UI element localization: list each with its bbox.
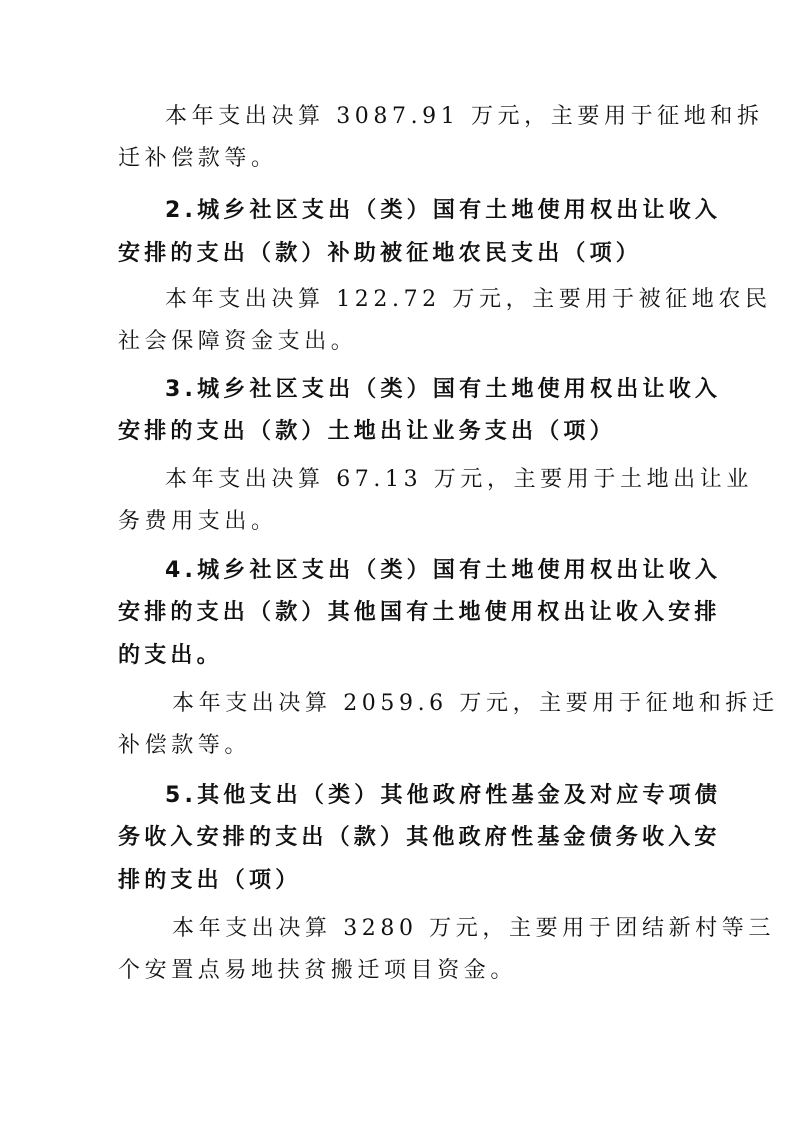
paragraph-2-line-0: 本年支出决算 122.72 万元，主要用于被征地农民	[165, 287, 772, 312]
paragraph-4-line-0: 本年支出决算 67.13 万元，主要用于土地出让业	[165, 467, 753, 492]
section-3-heading-line-0: 3.城乡社区支出（类）国有土地使用权出让收入	[165, 377, 722, 402]
section-2-heading-line-1: 安排的支出（款）补助被征地农民支出（项）	[118, 241, 643, 266]
paragraph-2-line-1: 社会保障资金支出。	[118, 329, 358, 354]
section-5-heading-line-1: 务收入安排的支出（款）其他政府性基金债务收入安	[118, 825, 721, 850]
section-4-heading-line-0: 4.城乡社区支出（类）国有土地使用权出让收入	[165, 558, 722, 583]
section-2-heading-line-0: 2.城乡社区支出（类）国有土地使用权出让收入	[165, 198, 722, 223]
section-5-heading-line-0: 5.其他支出（类）其他政府性基金及对应专项债	[165, 783, 722, 808]
paragraph-6-line-0: 本年支出决算 2059.6 万元，主要用于征地和拆迁	[172, 691, 779, 716]
paragraph-8-line-0: 本年支出决算 3280 万元，主要用于团结新村等三	[172, 916, 775, 941]
section-4-heading-line-2: 的支出。	[118, 643, 223, 668]
section-5-heading-line-2: 排的支出（项）	[118, 868, 302, 893]
paragraph-8-line-1: 个安置点易地扶贫搬迁项目资金。	[118, 958, 518, 983]
section-4-heading-line-1: 安排的支出（款）其他国有土地使用权出让收入安排	[118, 600, 721, 625]
section-3-heading-line-1: 安排的支出（款）土地出让业务支出（项）	[118, 419, 616, 444]
paragraph-0-line-1: 迁补偿款等。	[118, 146, 278, 171]
paragraph-6-line-1: 补偿款等。	[118, 733, 252, 758]
paragraph-4-line-1: 务费用支出。	[118, 509, 278, 534]
paragraph-0-line-0: 本年支出决算 3087.91 万元，主要用于征地和拆	[165, 104, 764, 129]
